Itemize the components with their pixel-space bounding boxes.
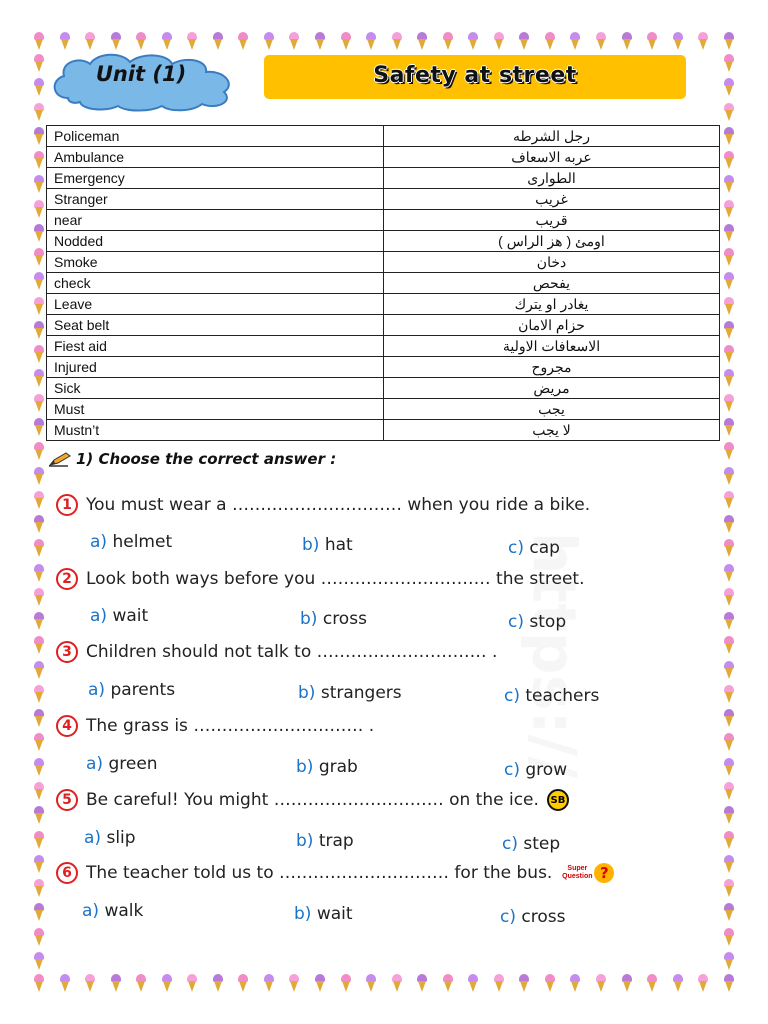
ice-cream-cone-icon: [724, 103, 734, 121]
ice-cream-cone-icon: [111, 974, 121, 992]
option-text: cross: [322, 609, 367, 629]
ice-cream-cone-icon: [34, 54, 44, 72]
ice-cream-cone-icon: [34, 831, 44, 849]
ice-cream-cone-icon: [34, 394, 44, 412]
option-letter: b): [298, 683, 316, 703]
ice-cream-cone-icon: [34, 491, 44, 509]
vocab-english: Fiest aid: [47, 336, 384, 357]
vocab-arabic: حزام الامان: [384, 315, 720, 336]
ice-cream-cone-icon: [724, 272, 734, 290]
ice-cream-cone-icon: [417, 974, 427, 992]
ice-cream-cone-icon: [724, 636, 734, 654]
ice-cream-cone-icon: [724, 151, 734, 169]
ice-cream-cone-icon: [724, 321, 734, 339]
option-text: cross: [521, 907, 566, 927]
question-number-badge: 5: [56, 789, 78, 811]
option-text: strangers: [320, 683, 402, 703]
vocab-english: Sick: [47, 378, 384, 399]
option-text: trap: [318, 831, 354, 851]
ice-cream-cone-icon: [136, 974, 146, 992]
option-text: wait: [112, 606, 149, 626]
ice-cream-cone-icon: [34, 539, 44, 557]
ice-cream-cone-icon: [289, 974, 299, 992]
ice-cream-cone-icon: [34, 974, 44, 992]
vocab-english: Smoke: [47, 252, 384, 273]
vocab-row: [47, 168, 720, 189]
unit-label: Unit (1): [95, 62, 187, 86]
ice-cream-cone-icon: [673, 974, 683, 992]
ice-cream-cone-icon: [724, 442, 734, 460]
option-letter: b): [300, 609, 318, 629]
ice-cream-cone-icon: [724, 78, 734, 96]
vocab-english: Emergency: [47, 168, 384, 189]
vocab-row: [47, 420, 720, 441]
vocab-english: Nodded: [47, 231, 384, 252]
option-letter: c): [508, 612, 524, 632]
ice-cream-cone-icon: [724, 54, 734, 72]
ice-cream-cone-icon: [494, 974, 504, 992]
answer-option[interactable]: [296, 757, 358, 777]
ice-cream-cone-icon: [622, 32, 632, 50]
ice-cream-cone-icon: [34, 32, 44, 50]
ice-cream-cone-icon: [724, 782, 734, 800]
option-text: cap: [529, 538, 560, 558]
ice-cream-cone-icon: [519, 32, 529, 50]
option-letter: a): [90, 532, 108, 552]
ice-cream-cone-icon: [34, 588, 44, 606]
ice-cream-cone-icon: [468, 32, 478, 50]
ice-cream-cone-icon: [570, 974, 580, 992]
vocab-english: Must: [47, 399, 384, 420]
question-number-badge: 4: [56, 715, 78, 737]
vocab-row: [47, 210, 720, 231]
ice-cream-cone-icon: [724, 127, 734, 145]
option-text: wait: [316, 904, 353, 924]
option-text: green: [108, 754, 158, 774]
vocab-english: near: [47, 210, 384, 231]
ice-cream-cone-icon: [366, 32, 376, 50]
vocab-row: [47, 126, 720, 147]
vocab-arabic: لا يجب: [384, 420, 720, 441]
ice-cream-cone-icon: [366, 974, 376, 992]
instruction-text: 1) Choose the correct answer :: [76, 450, 337, 468]
answer-option[interactable]: [86, 754, 158, 774]
ice-cream-cone-icon: [443, 32, 453, 50]
ice-cream-cone-icon: [34, 758, 44, 776]
vocab-english: Leave: [47, 294, 384, 315]
ice-cream-cone-icon: [34, 297, 44, 315]
option-letter: c): [500, 907, 516, 927]
ice-cream-cone-icon: [545, 974, 555, 992]
ice-cream-cone-icon: [570, 32, 580, 50]
ice-cream-cone-icon: [519, 974, 529, 992]
question-number-badge: 2: [56, 568, 78, 590]
ice-cream-cone-icon: [392, 32, 402, 50]
question-text: The grass is ………………………… .: [86, 716, 375, 736]
ice-cream-cone-icon: [213, 974, 223, 992]
option-text: hat: [324, 535, 353, 555]
vocab-english: Policeman: [47, 126, 384, 147]
question-text: The teacher told us to ………………………… for the bus.: [86, 863, 553, 883]
ice-cream-cone-icon: [622, 974, 632, 992]
ice-cream-cone-icon: [34, 418, 44, 436]
ice-cream-cone-icon: [724, 758, 734, 776]
answer-option[interactable]: [302, 535, 353, 555]
ice-cream-cone-icon: [162, 32, 172, 50]
ice-cream-cone-icon: [724, 879, 734, 897]
answer-option[interactable]: [90, 532, 172, 552]
ice-cream-cone-icon: [34, 200, 44, 218]
ice-cream-cone-icon: [724, 418, 734, 436]
option-text: grab: [318, 757, 358, 777]
ice-cream-cone-icon: [34, 709, 44, 727]
option-letter: b): [302, 535, 320, 555]
ice-cream-cone-icon: [724, 733, 734, 751]
ice-cream-cone-icon: [264, 32, 274, 50]
ice-cream-cone-icon: [34, 733, 44, 751]
ice-cream-cone-icon: [545, 32, 555, 50]
ice-cream-cone-icon: [34, 661, 44, 679]
answer-option[interactable]: [300, 609, 367, 629]
page-border-right: [724, 54, 734, 970]
ice-cream-cone-icon: [724, 345, 734, 363]
option-text: teachers: [525, 686, 600, 706]
ice-cream-cone-icon: [724, 831, 734, 849]
ice-cream-cone-icon: [724, 588, 734, 606]
vocab-row: [47, 231, 720, 252]
option-letter: c): [504, 686, 520, 706]
ice-cream-cone-icon: [724, 467, 734, 485]
answer-option[interactable]: [294, 904, 353, 924]
vocab-row: [47, 357, 720, 378]
ice-cream-cone-icon: [34, 685, 44, 703]
vocab-english: Mustn’t: [47, 420, 384, 441]
ice-cream-cone-icon: [289, 32, 299, 50]
answer-option[interactable]: [500, 907, 565, 927]
ice-cream-cone-icon: [698, 32, 708, 50]
answer-option[interactable]: [508, 538, 560, 558]
ice-cream-cone-icon: [34, 636, 44, 654]
ice-cream-cone-icon: [60, 974, 70, 992]
ice-cream-cone-icon: [724, 903, 734, 921]
ice-cream-cone-icon: [698, 974, 708, 992]
vocab-english: Injured: [47, 357, 384, 378]
ice-cream-cone-icon: [724, 224, 734, 242]
pencil-icon: [48, 451, 72, 467]
ice-cream-cone-icon: [724, 200, 734, 218]
ice-cream-cone-icon: [724, 539, 734, 557]
ice-cream-cone-icon: [34, 272, 44, 290]
option-text: parents: [110, 680, 176, 700]
ice-cream-cone-icon: [34, 345, 44, 363]
ice-cream-cone-icon: [315, 32, 325, 50]
ice-cream-cone-icon: [34, 612, 44, 630]
answer-option[interactable]: [84, 828, 136, 848]
vocab-arabic: غريب: [384, 189, 720, 210]
vocab-row: [47, 399, 720, 420]
vocab-row: [47, 315, 720, 336]
ice-cream-cone-icon: [34, 248, 44, 266]
ice-cream-cone-icon: [724, 806, 734, 824]
question-text: You must wear a ………………………… when you ride a bike.: [86, 495, 591, 515]
ice-cream-cone-icon: [724, 248, 734, 266]
option-letter: c): [508, 538, 524, 558]
page-border-left: [34, 54, 44, 970]
answer-option[interactable]: [508, 612, 566, 632]
ice-cream-cone-icon: [315, 974, 325, 992]
vocab-arabic: اومئ ( هز الراس ): [384, 231, 720, 252]
ice-cream-cone-icon: [443, 974, 453, 992]
vocab-row: [47, 147, 720, 168]
question-mark-icon: ?: [594, 863, 614, 883]
ice-cream-cone-icon: [34, 806, 44, 824]
ice-cream-cone-icon: [85, 32, 95, 50]
ice-cream-cone-icon: [34, 903, 44, 921]
ice-cream-cone-icon: [162, 974, 172, 992]
ice-cream-cone-icon: [34, 151, 44, 169]
option-letter: a): [82, 901, 100, 921]
question-2: [56, 568, 585, 590]
vocab-arabic: دخان: [384, 252, 720, 273]
ice-cream-cone-icon: [341, 32, 351, 50]
ice-cream-cone-icon: [724, 661, 734, 679]
ice-cream-cone-icon: [647, 974, 657, 992]
answer-option[interactable]: [296, 831, 354, 851]
question-text: Be careful! You might ………………………… on the ice.: [86, 790, 539, 810]
question-text: Children should not talk to ………………………… .: [86, 642, 498, 662]
option-text: helmet: [112, 532, 173, 552]
answer-option[interactable]: [90, 606, 148, 626]
option-letter: a): [86, 754, 104, 774]
vocab-arabic: يفحص: [384, 273, 720, 294]
ice-cream-cone-icon: [34, 515, 44, 533]
ice-cream-cone-icon: [673, 32, 683, 50]
question-number-badge: 1: [56, 494, 78, 516]
option-text: stop: [529, 612, 567, 632]
super-question-label: Super Question: [562, 865, 593, 880]
ice-cream-cone-icon: [34, 952, 44, 970]
vocab-row: [47, 252, 720, 273]
ice-cream-cone-icon: [724, 175, 734, 193]
vocab-row: [47, 294, 720, 315]
vocab-row: [47, 336, 720, 357]
ice-cream-cone-icon: [34, 103, 44, 121]
ice-cream-cone-icon: [34, 467, 44, 485]
vocab-arabic: الطوارى: [384, 168, 720, 189]
question-4: [56, 715, 374, 737]
ice-cream-cone-icon: [724, 515, 734, 533]
ice-cream-cone-icon: [60, 32, 70, 50]
option-letter: a): [84, 828, 102, 848]
question-number-badge: 3: [56, 641, 78, 663]
vocab-arabic: يجب: [384, 399, 720, 420]
vocab-arabic: مريض: [384, 378, 720, 399]
answer-option[interactable]: [504, 686, 599, 706]
option-text: walk: [104, 901, 144, 921]
ice-cream-cone-icon: [187, 32, 197, 50]
vocab-row: [47, 273, 720, 294]
ice-cream-cone-icon: [34, 855, 44, 873]
vocab-arabic: قريب: [384, 210, 720, 231]
ice-cream-cone-icon: [494, 32, 504, 50]
page-border-bottom: [34, 974, 734, 992]
question-1: [56, 494, 590, 516]
question-number-badge: 6: [56, 862, 78, 884]
answer-option[interactable]: [504, 760, 567, 780]
ice-cream-cone-icon: [34, 224, 44, 242]
answer-option[interactable]: [298, 683, 402, 703]
vocab-english: Stranger: [47, 189, 384, 210]
ice-cream-cone-icon: [392, 974, 402, 992]
ice-cream-cone-icon: [187, 974, 197, 992]
ice-cream-cone-icon: [724, 612, 734, 630]
answer-option[interactable]: [502, 834, 560, 854]
ice-cream-cone-icon: [724, 952, 734, 970]
option-text: grow: [525, 760, 568, 780]
ice-cream-cone-icon: [34, 782, 44, 800]
ice-cream-cone-icon: [34, 78, 44, 96]
ice-cream-cone-icon: [34, 321, 44, 339]
ice-cream-cone-icon: [34, 442, 44, 460]
ice-cream-cone-icon: [724, 369, 734, 387]
ice-cream-cone-icon: [34, 369, 44, 387]
ice-cream-cone-icon: [238, 974, 248, 992]
page-border-top: [34, 32, 734, 50]
vocab-arabic: عربه الاسعاف: [384, 147, 720, 168]
ice-cream-cone-icon: [136, 32, 146, 50]
option-letter: a): [88, 680, 106, 700]
option-letter: c): [502, 834, 518, 854]
question-text: Look both ways before you ………………………… the street.: [86, 569, 585, 589]
ice-cream-cone-icon: [34, 175, 44, 193]
option-letter: b): [296, 831, 314, 851]
vocab-english: check: [47, 273, 384, 294]
option-text: step: [523, 834, 561, 854]
ice-cream-cone-icon: [34, 879, 44, 897]
ice-cream-cone-icon: [341, 974, 351, 992]
question-6: [56, 862, 614, 884]
question-3: [56, 641, 497, 663]
vocab-arabic: الاسعافات الاولية: [384, 336, 720, 357]
ice-cream-cone-icon: [724, 928, 734, 946]
ice-cream-cone-icon: [596, 974, 606, 992]
sb-badge-icon: SB: [547, 789, 569, 811]
ice-cream-cone-icon: [34, 928, 44, 946]
ice-cream-cone-icon: [724, 564, 734, 582]
ice-cream-cone-icon: [724, 491, 734, 509]
vocabulary-table: [46, 125, 720, 441]
ice-cream-cone-icon: [213, 32, 223, 50]
answer-option[interactable]: [82, 901, 143, 921]
vocab-row: [47, 378, 720, 399]
question-5: [56, 789, 569, 811]
ice-cream-cone-icon: [724, 974, 734, 992]
ice-cream-cone-icon: [647, 32, 657, 50]
ice-cream-cone-icon: [468, 974, 478, 992]
ice-cream-cone-icon: [264, 974, 274, 992]
answer-option[interactable]: [88, 680, 175, 700]
exercise-instruction: [48, 450, 336, 468]
ice-cream-cone-icon: [724, 685, 734, 703]
vocab-row: [47, 189, 720, 210]
vocab-arabic: يغادر او يترك: [384, 294, 720, 315]
ice-cream-cone-icon: [34, 564, 44, 582]
option-letter: b): [296, 757, 314, 777]
ice-cream-cone-icon: [238, 32, 248, 50]
option-letter: c): [504, 760, 520, 780]
ice-cream-cone-icon: [85, 974, 95, 992]
ice-cream-cone-icon: [724, 32, 734, 50]
vocab-arabic: مجروح: [384, 357, 720, 378]
ice-cream-cone-icon: [596, 32, 606, 50]
option-text: slip: [106, 828, 136, 848]
ice-cream-cone-icon: [111, 32, 121, 50]
option-letter: b): [294, 904, 312, 924]
ice-cream-cone-icon: [724, 394, 734, 412]
ice-cream-cone-icon: [417, 32, 427, 50]
vocab-english: Ambulance: [47, 147, 384, 168]
page-title: Safety at street: [373, 63, 577, 88]
vocab-english: Seat belt: [47, 315, 384, 336]
ice-cream-cone-icon: [724, 297, 734, 315]
option-letter: a): [90, 606, 108, 626]
vocab-arabic: رجل الشرطه: [384, 126, 720, 147]
ice-cream-cone-icon: [724, 709, 734, 727]
super-question-badge: [560, 863, 614, 883]
ice-cream-cone-icon: [724, 855, 734, 873]
ice-cream-cone-icon: [34, 127, 44, 145]
